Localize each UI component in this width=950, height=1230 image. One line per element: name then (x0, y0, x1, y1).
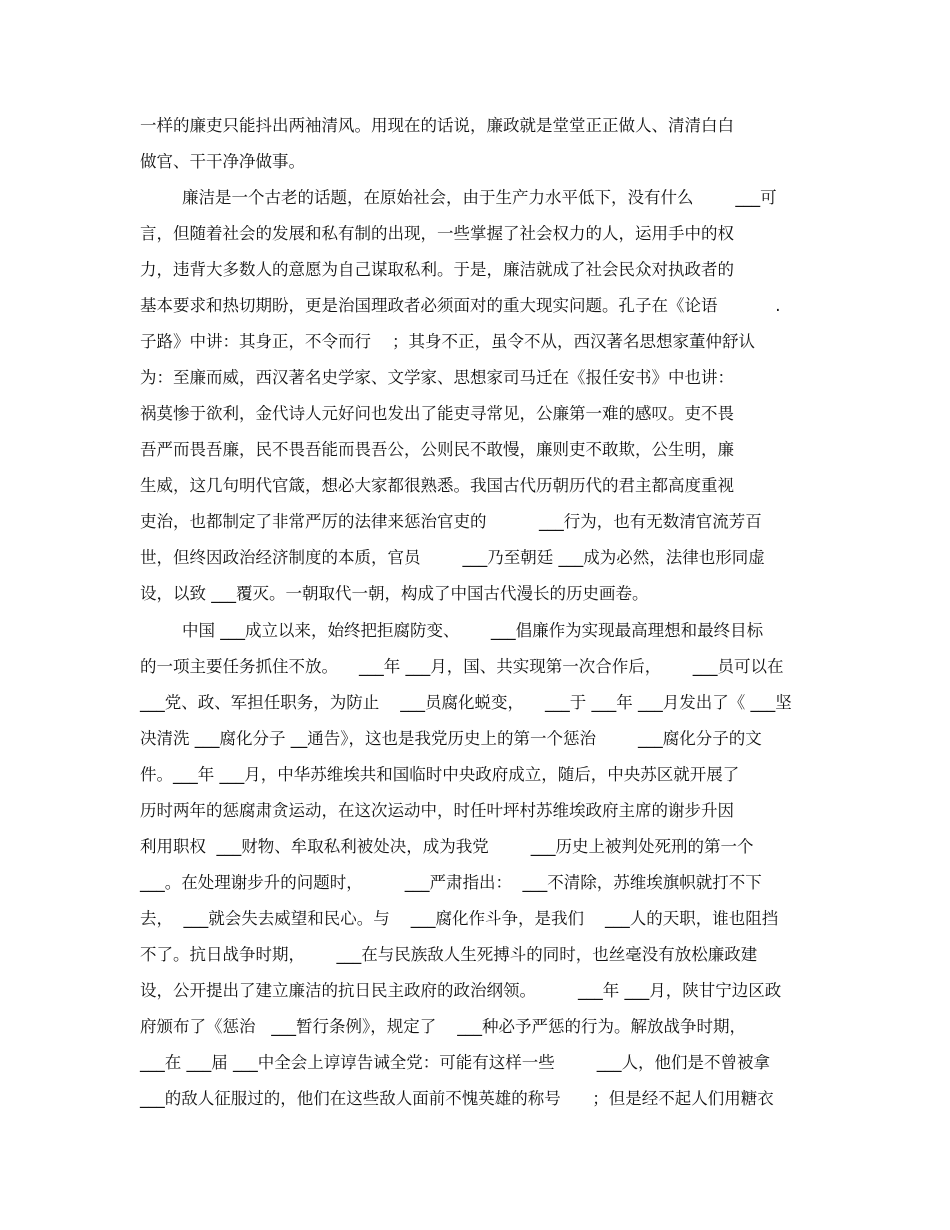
text-line: 件。___年 ___月，中华苏维埃共和国临时中央政府成立，随后，中央苏区就开展了 (140, 765, 740, 784)
text-line: 生威，这几句明代官箴，想必大家都很熟悉。我国古代历朝历代的君主都高度重视 (140, 476, 734, 495)
text-line: 不了。抗日战争时期， ___在与民族敌人生死搏斗的同时，也丝毫没有放松廉政建 (140, 945, 758, 964)
text-line: 设，以致 ___覆灭。一朝取代一朝，构成了中国古代漫长的历史画卷。 (140, 584, 649, 603)
text-line: 决清洗 ___腐化分子 __通告》，这也是我党历史上的第一个惩治 ___腐化分子的文 (140, 729, 762, 748)
text-line: 吏治，也都制定了非常严厉的法律来惩治官吏的 ___行为，也有无数清官流芳百 (140, 512, 762, 531)
text-line: 力，违背大多数人的意愿为自己谋取私利。于是，廉洁就成了社会民众对执政者的 (140, 260, 734, 279)
text-line: 设，公开提出了建立廉洁的抗日民主政府的政治纲领。 ___年 ___月，陕甘宁边区政 (140, 981, 782, 1000)
text-line: 利用职权 ___财物、牟取私利被处决，成为我党 ___历史上被判处死刑的第一个 (140, 837, 754, 856)
text-line: 祸莫惨于欲利，金代诗人元好问也发出了能吏寻常见，公廉第一难的感叹。吏不畏 (140, 404, 734, 423)
text-line: 子路》中讲：其身正，不令而行 ；其身不正，虽令不从，西汉著名思想家董仲舒认 (140, 332, 755, 351)
text-line: ___。在处理谢步升的问题时， ___严肃指出： ___不清除，苏维埃旗帜就打不下 (140, 873, 762, 892)
text-line: 吾严而畏吾廉，民不畏吾能而畏吾公，公则民不敢慢，廉则吏不敢欺，公生明，廉 (140, 440, 734, 459)
text-line: 言，但随着社会的发展和私有制的出现，一些掌握了社会权力的人，运用手中的权 (140, 224, 734, 243)
text-line: ___的敌人征服过的，他们在这些敌人面前不愧英雄的称号 ；但是经不起人们用糖衣 (140, 1089, 774, 1108)
text-line: 中国 ___成立以来，始终把拒腐防变、 ___倡廉作为实现最高理想和最终目标 (140, 621, 764, 640)
text-line: 为：至廉而威，西汉著名史学家、文学家、思想家司马迁在《报任安书》中也讲： (140, 368, 734, 387)
text-line: 历时两年的惩腐肃贪运动，在这次运动中，时任叶坪村苏维埃政府主席的谢步升因 (140, 801, 734, 820)
text-line: 世，但终因政治经济制度的本质，官员 ___乃至朝廷 ___成为必然，法律也形同虚 (140, 548, 765, 567)
text-line: 廉洁是一个古老的话题，在原始社会，由于生产力水平低下，没有什么 ___可 (140, 188, 777, 207)
text-line: 府颁布了《惩治 ___暂行条例》，规定了 ___种必予严惩的行为。解放战争时期， (140, 1017, 746, 1036)
text-line: ___在 ___届 ___中全会上谆谆告诫全党：可能有这样一些 ___人，他们是不曾被拿 (140, 1053, 770, 1072)
text-line: 去， ___就会失去威望和民心。与 ___腐化作斗争，是我们 ___人的天职，谁也阻挡 (140, 909, 779, 928)
text-line: 一样的廉吏只能抖出两袖清风。用现在的话说，廉政就是堂堂正正做人、清清白白 (140, 116, 734, 135)
text-line: 基本要求和热切期盼，更是治国理政者必须面对的重大现实问题。孔子在《论语 . (140, 296, 781, 315)
text-line: 做官、干干净净做事。 (140, 152, 305, 171)
text-line: ___党、政、军担任职务，为防止 ___员腐化蜕变， ___于 ___年 ___月发出了《 ___坚 (140, 693, 792, 712)
text-line: 的一项主要任务抓住不放。 ___年 ___月，国、共实现第一次合作后， ___员可以在 (140, 657, 784, 676)
